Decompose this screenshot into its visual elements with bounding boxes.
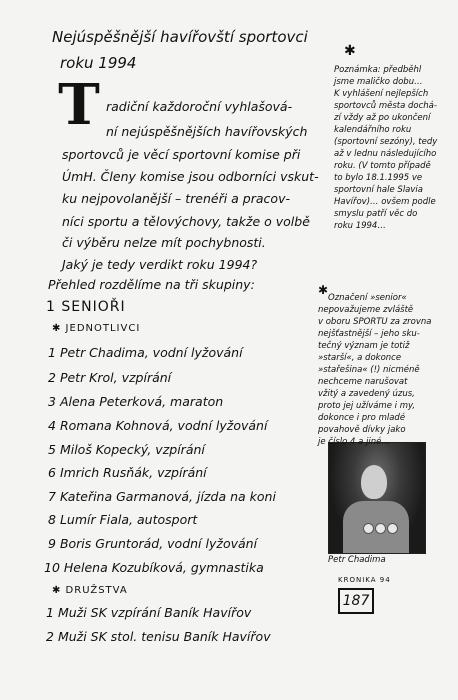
list-item-text: Helena Kozubíková, gymnastika <box>63 560 264 575</box>
list-item-rank: 6 <box>48 465 56 480</box>
side-note-line: roku. (V tomto případě <box>334 161 431 171</box>
intro-line: ku nejpovolanější – trenéři a pracov- <box>62 191 290 206</box>
page-title-line-2: roku 1994 <box>60 54 137 72</box>
list-item-rank: 2 <box>46 629 54 644</box>
list-item <box>48 347 243 360</box>
list-item <box>48 372 171 385</box>
intro-line: níci sportu a tělovýchovy, takže o volbě <box>62 214 310 229</box>
athlete-photo <box>328 442 426 554</box>
chronicle-label: KRONIKA 94 <box>338 576 391 584</box>
list-item-text: Imrich Rusňák, vzpírání <box>59 465 207 480</box>
list-item-text: Romana Kohnová, vodní lyžování <box>59 418 268 433</box>
side-note-line: v oboru SPORTU za zrovna <box>318 317 432 327</box>
decorative-initial: T <box>58 72 100 138</box>
side-note-line: jsme maličko dobu… <box>334 77 423 87</box>
side-note-line: kalendářního roku <box>334 125 412 135</box>
intro-line: radiční každoroční vyhlašová- <box>106 99 293 114</box>
list-item-text: Miloš Kopecký, vzpírání <box>59 442 205 457</box>
side-note-line: sportovců města dochá- <box>334 101 437 111</box>
list-item <box>48 467 207 480</box>
section-heading-seniors: 1 SENIOŘI <box>46 299 126 315</box>
list-item-rank: 8 <box>48 512 56 527</box>
list-item-rank: 1 <box>46 605 54 620</box>
list-item-rank: 7 <box>48 489 56 504</box>
list-item-rank: 10 <box>44 560 60 575</box>
side-note-line: nechceme narušovat <box>318 377 408 387</box>
list-item <box>44 562 264 575</box>
subsection-heading-individuals: ✱ JEDNOTLIVCI <box>52 323 141 334</box>
list-item-rank: 2 <box>48 370 56 385</box>
list-item-text: Petr Krol, vzpírání <box>59 370 172 385</box>
note-asterisk: ✱ <box>318 283 329 297</box>
list-item <box>46 631 271 644</box>
side-note-line: vžitý a zavedený úzus, <box>318 389 415 399</box>
list-item <box>48 420 267 433</box>
intro-line: či výběru nelze mít pochybnosti. <box>62 235 266 250</box>
medal-icon <box>363 523 374 534</box>
page-number: 187 <box>338 588 374 614</box>
side-note-line: povahově dívky jako <box>318 425 406 435</box>
side-note-line: Označení »senior« <box>328 293 407 303</box>
side-note-line: Havířov)… ovšem podle <box>334 197 436 207</box>
list-item <box>48 444 205 457</box>
intro-line: ÚmH. Členy komise jsou odborníci vskut- <box>62 169 319 184</box>
list-item-text: Alena Peterková, maraton <box>59 394 224 409</box>
note-asterisk: ✱ <box>344 43 356 59</box>
side-note-line: sportovní hale Slavia <box>334 185 423 195</box>
list-item <box>48 396 223 409</box>
intro-line: ní nejúspěšnějších havířovských <box>106 124 308 139</box>
list-item <box>48 491 276 504</box>
side-note-line: smyslu patří věc do <box>334 209 418 219</box>
side-note-line: to bylo 18.1.1995 ve <box>334 173 423 183</box>
side-note-line: nejšťastnější – jeho sku- <box>318 329 420 339</box>
side-note-line: proto jej užíváme i my, <box>318 401 416 411</box>
list-item-text: Muži SK stol. tenisu Baník Havířov <box>57 629 271 644</box>
list-item <box>46 607 251 620</box>
medal-icon <box>387 523 398 534</box>
side-note-line: je číslo 4 a jiné… <box>318 437 390 447</box>
list-item <box>48 514 197 527</box>
list-item-rank: 5 <box>48 442 56 457</box>
side-note-line: »starší«, a dokonce <box>318 353 402 363</box>
list-item-rank: 4 <box>48 418 56 433</box>
photo-figure-face <box>361 465 387 499</box>
list-item-text: Lumír Fiala, autosport <box>59 512 198 527</box>
side-note-line: roku 1994… <box>334 221 386 231</box>
list-item-text: Petr Chadima, vodní lyžování <box>59 345 243 360</box>
side-note-line: nepovažujeme zvláště <box>318 305 414 315</box>
medal-icon <box>375 523 386 534</box>
side-note-line: dokonce i pro mladé <box>318 413 406 423</box>
list-item-rank: 1 <box>48 345 56 360</box>
intro-question: Jaký je tedy verdikt roku 1994? <box>62 257 258 272</box>
list-item-text: Kateřina Garmanová, jízda na koni <box>59 489 276 504</box>
side-note-line: zí vždy až po ukončení <box>334 113 431 123</box>
side-note-line: K vyhlášení nejlepších <box>334 89 429 99</box>
list-item-text: Boris Gruntorád, vodní lyžování <box>59 536 258 551</box>
list-item-rank: 9 <box>48 536 56 551</box>
side-note-line: »stařešina« (!) nicméně <box>318 365 420 375</box>
intro-overview: Přehled rozdělíme na tři skupiny: <box>48 277 255 292</box>
side-note-line: Poznámka: předběhl <box>334 65 422 75</box>
list-item <box>48 538 257 551</box>
side-note-line: (sportovní sezóny), tedy <box>334 137 438 147</box>
list-item-rank: 3 <box>48 394 56 409</box>
photo-caption: Petr Chadima <box>328 555 386 565</box>
page-title-line-1: Nejúspěšnější havířovští sportovci <box>52 28 308 46</box>
side-note-line: až v lednu následujícího <box>334 149 437 159</box>
subsection-heading-teams: ✱ DRUŽSTVA <box>52 585 128 596</box>
list-item-text: Muži SK vzpírání Baník Havířov <box>57 605 252 620</box>
side-note-line: tečný význam je totiž <box>318 341 410 351</box>
intro-line: sportovců je věcí sportovní komise při <box>62 147 301 162</box>
